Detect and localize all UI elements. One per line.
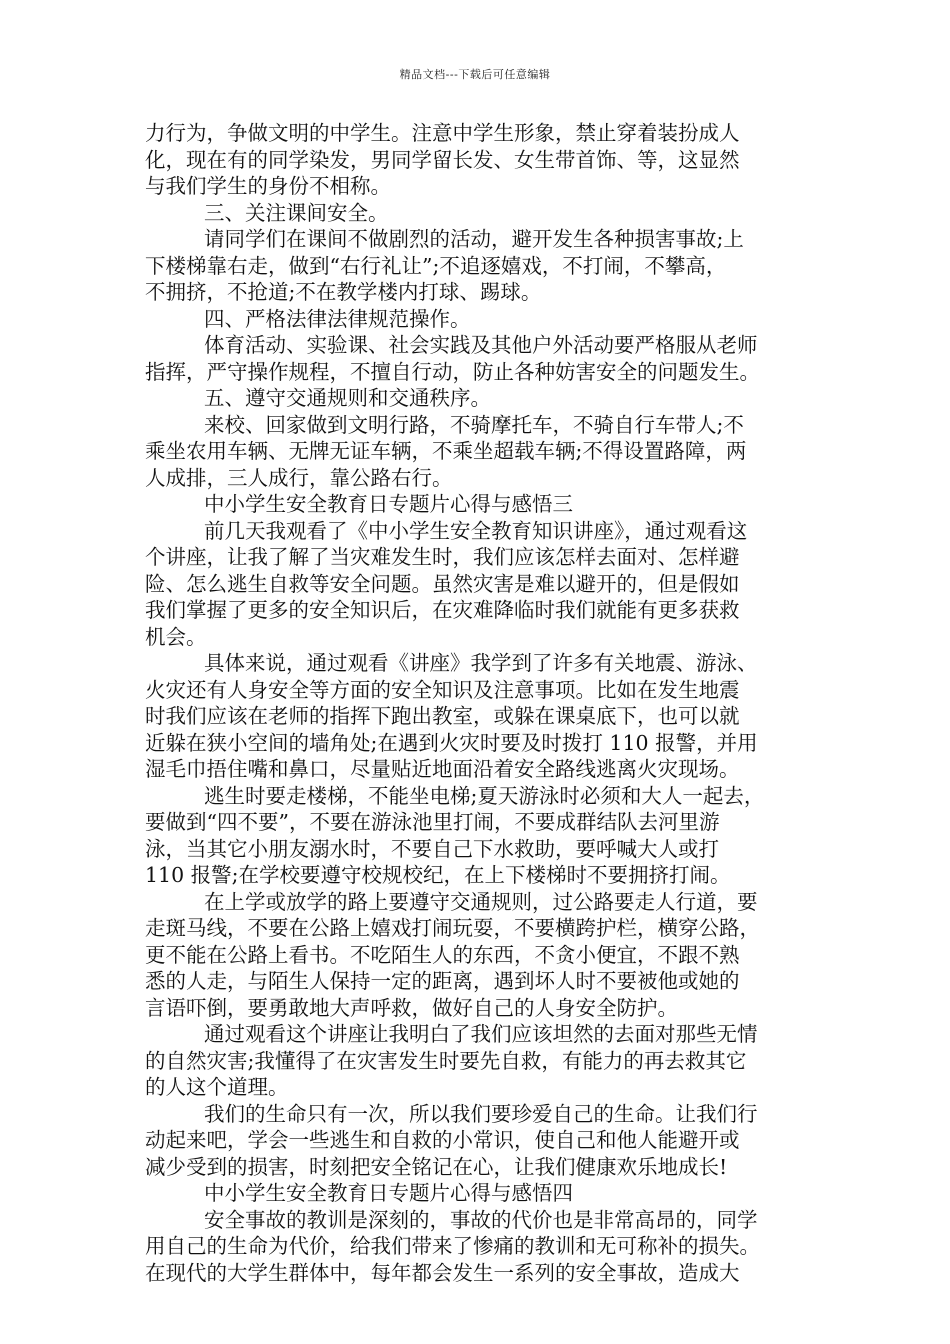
text-line: 请同学们在课间不做剧烈的活动，避开发生各种损害事故;上 [204, 227, 744, 251]
text-line: 言语吓倒，要勇敢地大声呼救，做好自己的人身安全防护。 [145, 995, 678, 1020]
text-line: 前几天我观看了《中小学生安全教育知识讲座》，通过观看这 [204, 518, 748, 543]
text-line: 时我们应该在老师的指挥下跑出教室，或躲在课桌底下，也可以就 [145, 704, 740, 728]
text-line: 力行为，争做文明的中学生。注意中学生形象，禁止穿着装扮成人 [145, 121, 740, 145]
text-line: 悉的人走，与陌生人保持一定的距离，遇到坏人时不要被他或她的 [145, 969, 740, 993]
text-line: 减少受到的损害，时刻把安全铭记在心，让我们健康欢乐地成长! [145, 1154, 728, 1179]
text-line: 安全事故的教训是深刻的，事故的代价也是非常高昂的，同学 [204, 1207, 758, 1232]
text-line: 下楼梯靠右走，做到“右行礼让”;不追逐嬉戏，不打闹，不攀高， [145, 253, 727, 278]
text-line: 不拥挤，不抢道;不在教学楼内打球、踢球。 [145, 280, 542, 304]
text-line: 中小学生安全教育日专题片心得与感悟三 [204, 492, 573, 516]
text-line: 逃生时要走楼梯，不能坐电梯;夏天游泳时必须和大人一起去， [204, 783, 765, 808]
text-line: 中小学生安全教育日专题片心得与感悟四 [204, 1181, 573, 1205]
text-line: 人成排，三人成行，靠公路右行。 [145, 465, 453, 490]
text-line: 五、遵守交通规则和交通秩序。 [204, 386, 491, 410]
text-line: 我们掌握了更多的安全知识后，在灾难降临时我们就能有更多获救 [145, 598, 740, 622]
text-line: 三、关注课间安全。 [204, 200, 389, 225]
text-line: 具体来说，通过观看《讲座》我学到了许多有关地震、游泳、 [204, 651, 758, 675]
text-line: 泳，当其它小朋友溺水时，不要自己下水救助，要呼喊大人或打 [145, 836, 719, 861]
text-line: 的人这个道理。 [145, 1075, 289, 1099]
text-line: 与我们学生的身份不相称。 [145, 174, 391, 198]
text-line: 个讲座，让我了解了当灾难发生时，我们应该怎样去面对、怎样避 [145, 545, 740, 569]
text-line: 化，现在有的同学染发，男同学留长发、女生带首饰、等，这显然 [145, 147, 740, 172]
text-line: 火灾还有人身安全等方面的安全知识及注意事项。比如在发生地震 [145, 677, 740, 702]
text-line: 在上学或放学的路上要遵守交通规则，过公路要走人行道，要 [204, 889, 758, 914]
text-line: 乘坐农用车辆、无牌无证车辆，不乘坐超载车辆;不得设置路障，两 [145, 439, 747, 463]
text-line: 机会。 [145, 624, 207, 649]
text-line: 指挥，严守操作规程，不擅自行动，防止各种妨害安全的问题发生。 [145, 359, 760, 384]
page-header: 精品文档---下载后可任意编辑 [399, 68, 551, 81]
text-line: 动起来吧，学会一些逃生和自救的小常识，使自己和他人能避开或 [145, 1128, 740, 1152]
text-line: 走斑马线，不要在公路上嬉戏打闹玩耍，不要横跨护栏，横穿公路， [145, 916, 760, 940]
body-text [145, 120, 810, 1286]
text-line: 用自己的生命为代价，给我们带来了惨痛的教训和无可称补的损失。 [145, 1234, 760, 1258]
text-line: 的自然灾害;我懂得了在灾害发生时要先自救，有能力的再去救其它 [145, 1048, 747, 1073]
text-line: 要做到“四不要”，不要在游泳池里打闹，不要成群结队去河里游 [145, 810, 720, 834]
text-line: 险、怎么逃生自救等安全问题。虽然灾害是难以避开的，但是假如 [145, 571, 740, 596]
text-line: 我们的生命只有一次，所以我们要珍爱自己的生命。让我们行 [204, 1101, 758, 1126]
text-line: 更不能在公路上看书。不吃陌生人的东西，不贪小便宜，不跟不熟 [145, 942, 740, 967]
text-line: 通过观看这个讲座让我明白了我们应该坦然的去面对那些无情 [204, 1022, 758, 1046]
text-line: 近躲在狭小空间的墙角处;在遇到火灾时要及时拨打 110 报警，并用 [145, 730, 758, 755]
text-line: 体育活动、实验课、社会实践及其他户外活动要严格服从老师 [204, 333, 758, 357]
text-line: 四、严格法律法律规范操作。 [204, 306, 471, 331]
text-line: 湿毛巾捂住嘴和鼻口，尽量贴近地面沿着安全路线逃离火灾现场。 [145, 757, 740, 781]
text-line: 110 报警;在学校要遵守校规校纪，在上下楼梯时不要拥挤打闹。 [145, 863, 731, 887]
text-line: 在现代的大学生群体中，每年都会发生一系列的安全事故，造成大 [145, 1260, 740, 1285]
text-line: 来校、回家做到文明行路，不骑摩托车，不骑自行车带人;不 [204, 412, 744, 437]
